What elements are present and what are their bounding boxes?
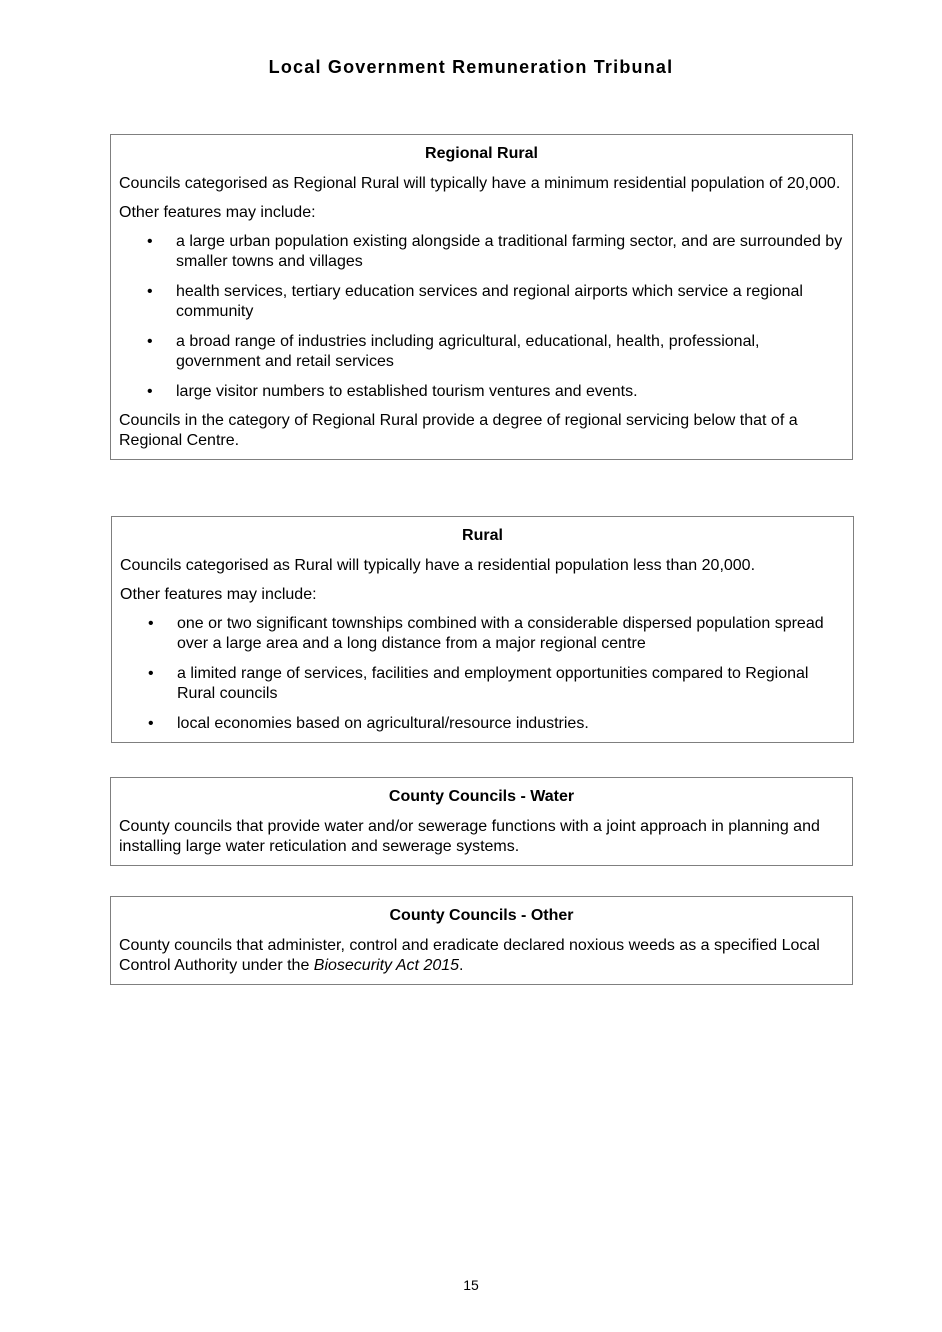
list-item [120,614,845,654]
list-item-text: health services, tertiary education services and regional airports which service a regional community [176,283,803,320]
bullet-icon: • [147,333,153,350]
list-item-text: a large urban population existing alongside a traditional farming sector, and are surrounded by smaller towns and villages [176,233,843,270]
regional-rural-closing: Councils in the category of Regional Rural provide a degree of regional servicing below that of a Regional Centre. [119,412,798,449]
list-item-text: one or two significant townships combined with a considerable dispersed population spread over a large area and a long distance from a major regional centre [177,615,824,652]
page-number: 15 [463,1277,479,1293]
list-item [119,282,844,322]
county-councils-water-box [110,777,853,866]
list-item-text: local economies based on agricultural/resource industries. [177,715,589,732]
list-item [120,664,845,704]
list-item [119,232,844,272]
regional-rural-intro: Councils categorised as Regional Rural will typically have a minimum residential population of 20,000. [119,175,841,192]
county-councils-water-body: County councils that provide water and/or sewerage functions with a joint approach in planning and installing large water reticulation and sewerage systems. [119,818,820,855]
county-councils-other-body-end: . [459,957,464,974]
bullet-icon: • [148,615,154,632]
bullet-icon: • [147,383,153,400]
county-councils-other-body-text: County councils that administer, control and eradicate declared noxious weeds as a specified Local Control Authority under the [119,937,820,974]
regional-rural-box [110,134,853,460]
rural-features-lead: Other features may include: [120,586,317,603]
page-header-title: Local Government Remuneration Tribunal [268,57,674,77]
county-councils-other-box [110,896,853,985]
bullet-icon: • [147,283,153,300]
county-councils-other-title: County Councils - Other [389,907,574,924]
list-item [119,382,844,402]
regional-rural-features-lead: Other features may include: [119,204,316,221]
bullet-icon: • [147,233,153,250]
bullet-icon: • [148,715,154,732]
list-item-text: a broad range of industries including agricultural, educational, health, professional, government and retail services [176,333,760,370]
list-item-text: large visitor numbers to established tourism ventures and events. [176,383,638,400]
county-councils-other-body [119,936,844,976]
county-councils-water-title: County Councils - Water [388,788,575,805]
regional-rural-feature-list [119,232,844,402]
rural-box [111,516,854,743]
list-item [119,332,844,372]
rural-intro: Councils categorised as Rural will typically have a residential population less than 20,000. [120,557,756,574]
regional-rural-title: Regional Rural [425,145,538,162]
list-item [120,714,845,734]
list-item-text: a limited range of services, facilities and employment opportunities compared to Regional Rural councils [177,665,809,702]
bullet-icon: • [148,665,154,682]
rural-feature-list [120,614,845,734]
act-name: Biosecurity Act 2015 [313,957,460,974]
rural-title: Rural [462,527,503,544]
